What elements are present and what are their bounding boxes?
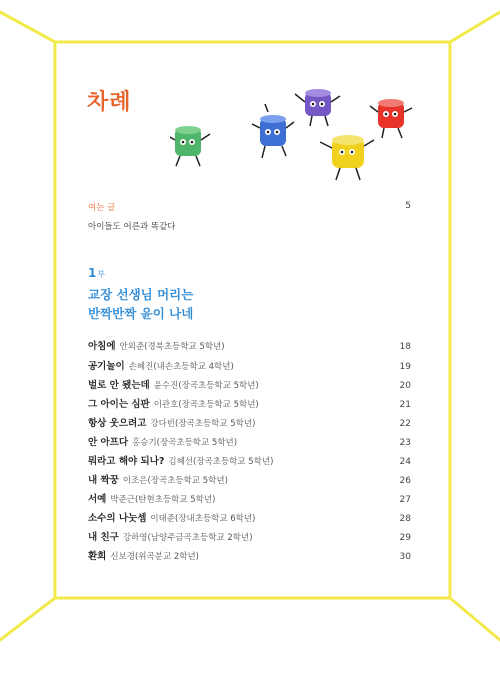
- toc-entry[interactable]: [88, 434, 411, 448]
- entry-page: 19: [399, 362, 411, 372]
- entry-title: 서예: [88, 494, 107, 505]
- entry-author: 박준근(탄현초등학교 5학년): [110, 495, 216, 505]
- preface-page: 5: [405, 201, 411, 211]
- toc-entry[interactable]: [88, 377, 411, 391]
- toc-entry[interactable]: [88, 472, 411, 486]
- entry-page: 28: [399, 514, 411, 524]
- toc-entry[interactable]: [88, 358, 411, 372]
- entry-author: 강하영(남양주금곡초등학교 2학년): [122, 533, 253, 543]
- toc-entry[interactable]: [88, 510, 411, 524]
- entry-author: 김혜선(장곡초등학교 5학년): [168, 457, 274, 467]
- entry-page: 24: [399, 457, 411, 467]
- part-number: [88, 266, 105, 280]
- entry-page: 20: [399, 381, 411, 391]
- part-title-line-2: 반짝반짝 윤이 나네: [88, 306, 194, 321]
- entry-title: 내 짝꿍: [88, 475, 119, 486]
- red-cap-character: [370, 99, 412, 138]
- entry-author: 윤수진(장곡초등학교 5학년): [153, 381, 259, 391]
- green-cap-character: [170, 126, 210, 166]
- entry-title: 내 친구: [88, 532, 119, 543]
- entry-title: 아침에: [88, 341, 116, 352]
- yellow-cap-character: [320, 135, 374, 180]
- part-title: [88, 285, 338, 323]
- toc-entry[interactable]: [88, 491, 411, 505]
- entry-author: 이관호(장곡초등학교 5학년): [153, 400, 259, 410]
- part-title-line-1: 교장 선생님 머리는: [88, 287, 194, 302]
- part-number-digit: 1: [88, 266, 97, 280]
- entry-author: 이조은(장곡초등학교 5학년): [122, 476, 228, 486]
- entry-page: 18: [399, 342, 411, 352]
- entry-title: 공기놀이: [88, 361, 125, 372]
- toc-entry[interactable]: [88, 415, 411, 429]
- entry-author: 이태준(장내초등학교 6학년): [150, 514, 256, 524]
- entry-page: 23: [399, 438, 411, 448]
- entry-title: 소수의 나눗셈: [88, 513, 147, 524]
- entry-title: 안 아프다: [88, 437, 129, 448]
- entry-page: 30: [399, 552, 411, 562]
- entry-author: 신보경(위곡분교 2학년): [110, 552, 200, 562]
- toc-entry[interactable]: [88, 338, 411, 352]
- entry-title: 환희: [88, 551, 107, 562]
- purple-cap-character: [295, 89, 340, 126]
- entry-author: 홍승기(장곡초등학교 5학년): [132, 438, 238, 448]
- dancing-bottle-caps-illustration: [170, 80, 420, 190]
- blue-cap-character: [252, 104, 294, 158]
- toc-entry[interactable]: [88, 396, 411, 410]
- entry-page: 27: [399, 495, 411, 505]
- entry-title: 항상 웃으려고: [88, 418, 147, 429]
- preface-label: 여는 글: [88, 203, 116, 213]
- toc-entry[interactable]: [88, 453, 411, 467]
- toc-title: 차례: [87, 90, 132, 115]
- entry-author: 안외준(경북초등학교 5학년): [119, 342, 225, 352]
- entry-page: 26: [399, 476, 411, 486]
- entry-title: 벌로 안 됐는데: [88, 380, 150, 391]
- entry-page: 29: [399, 533, 411, 543]
- entry-page: 22: [399, 419, 411, 429]
- entry-author: 강다빈(장곡초등학교 5학년): [150, 419, 256, 429]
- toc-entry[interactable]: [88, 548, 411, 562]
- toc-entry[interactable]: [88, 529, 411, 543]
- part-number-suffix: 부: [97, 270, 106, 279]
- preface-title: 아이들도 어른과 똑같다: [88, 222, 176, 232]
- entry-author: 손혜진(내손초등학교 4학년): [128, 362, 234, 372]
- entry-page: 21: [399, 400, 411, 410]
- entry-title: 그 아이는 심판: [88, 399, 150, 410]
- entry-title: 뭐라고 해야 되나?: [88, 456, 165, 467]
